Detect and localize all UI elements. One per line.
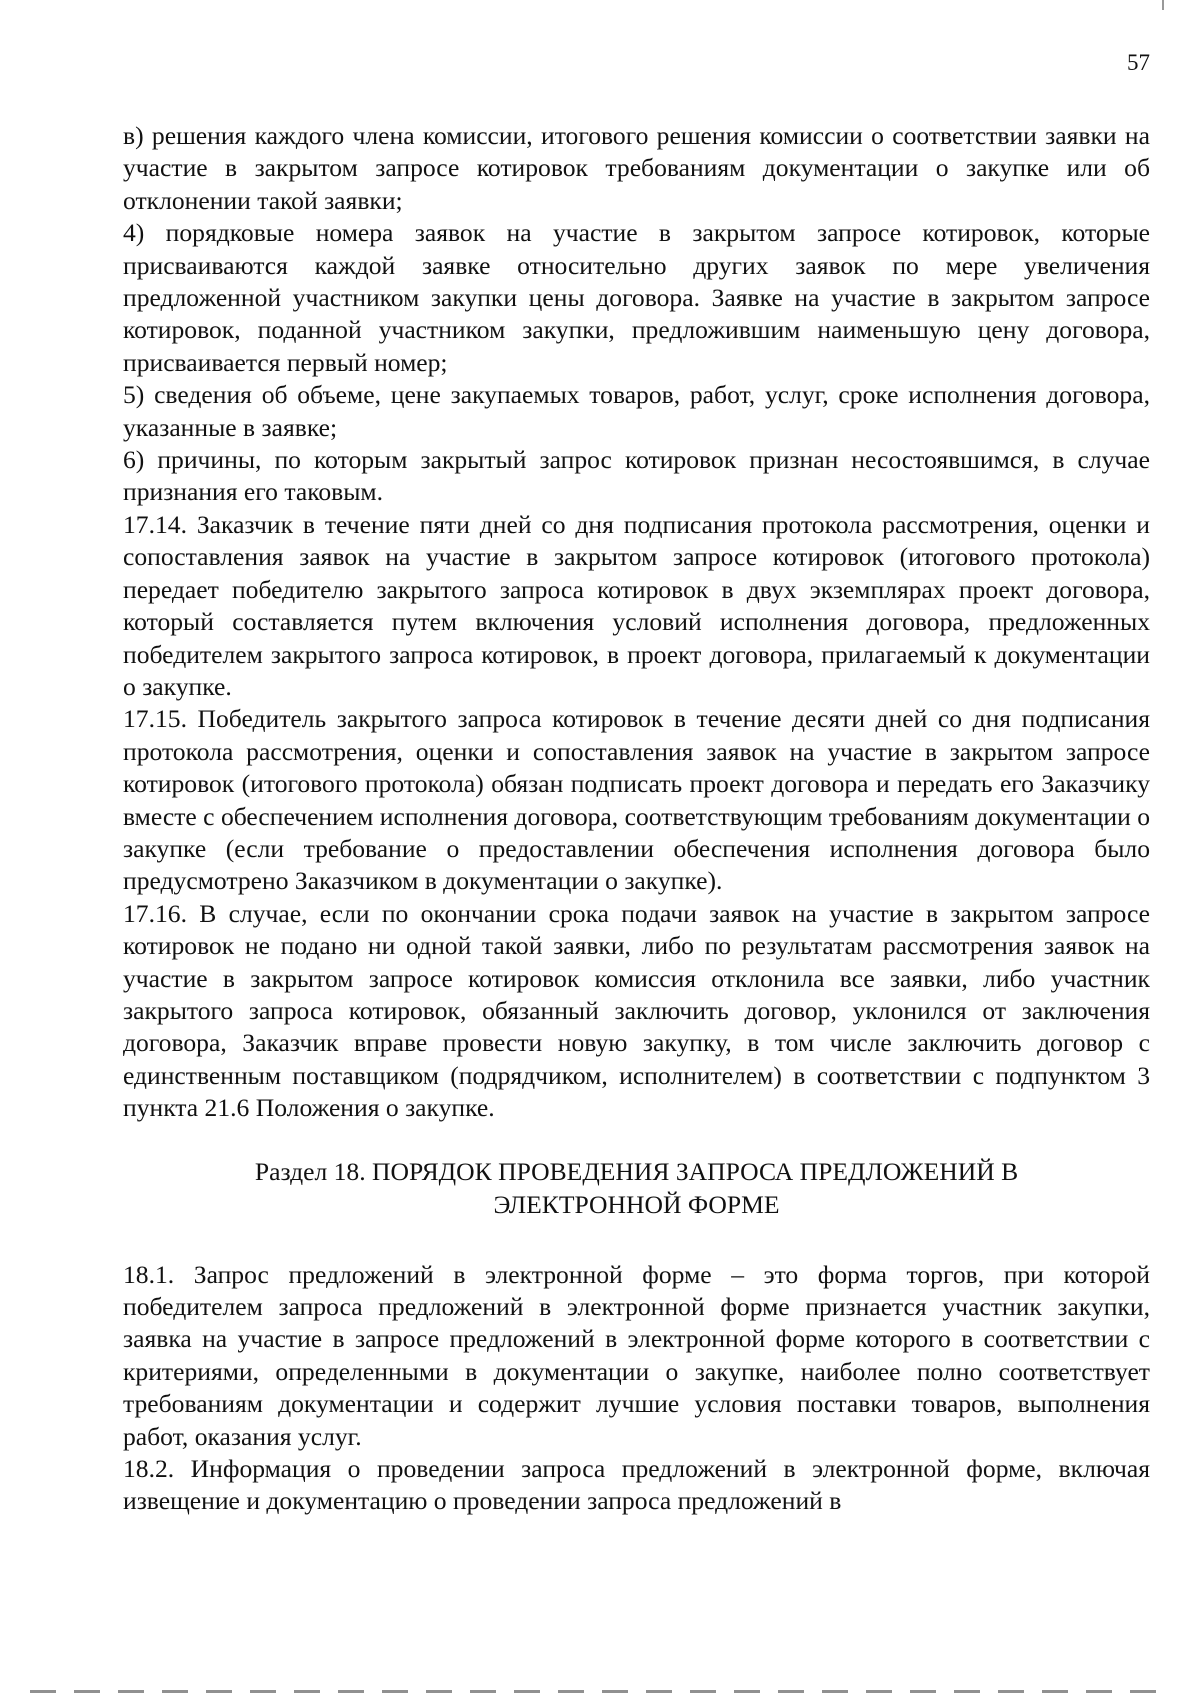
section-heading-line-2: ЭЛЕКТРОННОЙ ФОРМЕ [493,1189,780,1219]
paragraph-17-15: 17.15. Победитель закрытого запроса котировок в течение десяти дней со дня подписания протокола рассмотрения, оценки и сопоставления заявок на участие в закрытом запросе котировок (итогового протокола) обязан подписать проект договора и передать его Заказчику вместе с обеспечением исполнения договора, соответствующим требованиям документации о закупке (если требование о предоставлении обеспечения исполнения договора было предусмотрено Заказчиком в документации о закупке). [123,704,1150,896]
paragraph-17-16: 17.16. В случае, если по окончании срока подачи заявок на участие в закрытом запросе котировок не подано ни одной такой заявки, либо по результатам рассмотрения заявок на участие в закрытом запросе котировок комиссия отклонила все заявки, либо участник закрытого запроса котировок, обязанный заключить договор, уклонился от заключения договора, Заказчик вправе провести новую закупку, в том числе заключить договор с единственным поставщиком (подрядчиком, исполнителем) в соответствии с подпунктом 3 пункта 21.6 Положения о закупке. [123,898,1150,1123]
document-body [123,120,1150,1518]
paragraph-18-2: 18.2. Информация о проведении запроса предложений в электронной форме, включая извещение и документацию о проведении запроса предложений в [123,1454,1150,1516]
scan-edge-mark [1162,0,1164,10]
paragraph-17-14: 17.14. Заказчик в течение пяти дней со дня подписания протокола рассмотрения, оценки и сопоставления заявок на участие в закрытом запросе котировок (итогового протокола) передает победителю закрытого запроса котировок в двух экземплярах проект договора, который составляется путем включения условий исполнения договора, предложенных победителем закрытого запроса котировок, в проект договора, прилагаемый к документации о закупке. [123,509,1150,701]
page-number: 57 [1127,50,1150,75]
paragraph-5-volume-info: 5) сведения об объеме, цене закупаемых товаров, работ, услуг, сроке исполнения договора, указанные в заявке; [123,380,1150,442]
scan-bottom-edge [30,1690,1160,1693]
section-heading-line-1: Раздел 18. ПОРЯДОК ПРОВЕДЕНИЯ ЗАПРОСА ПРЕДЛОЖЕНИЙ В [254,1156,1019,1186]
paragraph-18-1: 18.1. Запрос предложений в электронной форме – это форма торгов, при которой победителем запроса предложений в электронной форме признается участник закупки, заявка на участие в запросе предложений в электронной форме которого в соответствии с критериями, определенными в документации о закупке, наиболее полно соответствует требованиям документации и содержит лучшие условия поставки товаров, выполнения работ, оказания услуг. [123,1259,1150,1451]
section-heading [123,1155,1150,1221]
paragraph-4-application-numbers: 4) порядковые номера заявок на участие в закрытом запросе котировок, которые присваиваются каждой заявке относительно других заявок по мере увеличения предложенной участником закупки цены договора. Заявке на участие в закрытом запросе котировок, поданной участником закупки, предложившим наименьшую цену договора, присваивается первый номер; [123,218,1150,377]
paragraph-6-failure-reasons: 6) причины, по которым закрытый запрос котировок признан несостоявшимся, в случае признания его таковым. [123,445,1150,507]
paragraph-v-decisions: в) решения каждого члена комиссии, итогового решения комиссии о соответствии заявки на участие в закрытом запросе котировок требованиям документации о закупке или об отклонении такой заявки; [123,121,1150,215]
